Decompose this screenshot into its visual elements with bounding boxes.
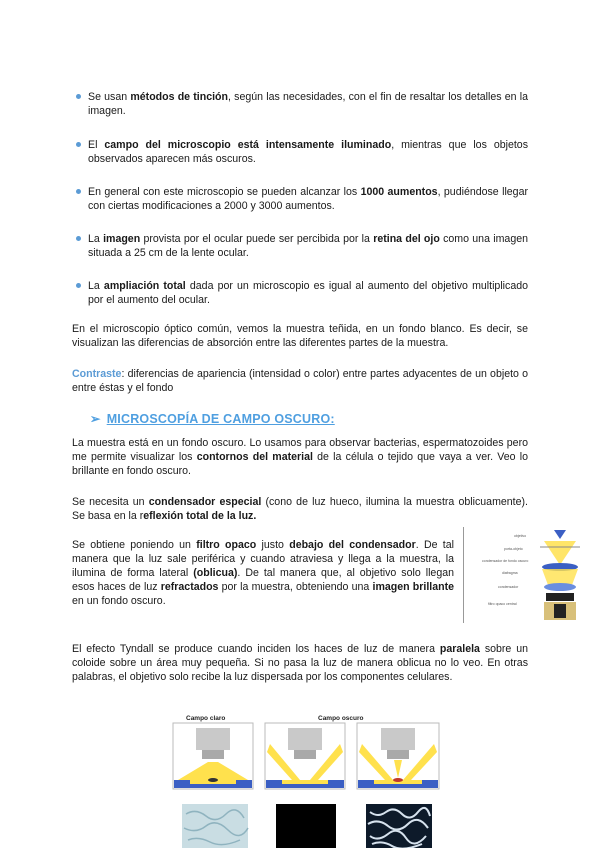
- bullet-aumentos: En general con este microscopio se pueden alcanzar los 1000 aumentos, pudiéndose llegar con ciertas modificaciones a 2000 y 3000 aumentos.: [88, 185, 528, 213]
- para-filtro-opaco: Se obtiene poniendo un filtro opaco justo debajo del condensador. De tal manera que la luz sale periférica y cuando atraviesa y llega a la muestra, la ilumina de forma lateral (oblicua). De tal manera que, al objetivo solo llegan esos haces de luz refractados por la muestra, obteniendo una imagen brillante en un fondo oscuro.: [72, 539, 454, 607]
- bullet-campo-iluminado: El campo del microscopio está intensamente iluminado, mientras que los objetos observados aparecen más oscuros.: [88, 138, 528, 166]
- panel-campo-claro: [173, 723, 253, 789]
- bullet-dot-icon: [76, 94, 81, 99]
- bullet-tincion: Se usan métodos de tinción, según las necesidades, con el fin de resaltar los detalles en la imagen.: [88, 90, 528, 118]
- bullet-dot-icon: [76, 189, 81, 194]
- fig-label-objetivo: objetivo: [514, 534, 527, 538]
- panel-campo-oscuro-1: [265, 723, 345, 789]
- fig-label-filtro: filtro opaco central: [488, 602, 517, 606]
- condenser-illustration: [536, 527, 582, 623]
- section-heading-campo-oscuro: ➢ MICROSCOPÍA DE CAMPO OSCURO:: [90, 412, 335, 426]
- para-fondo-oscuro: La muestra está en un fondo oscuro. Lo usamos para observar bacterias, espermatozoides pero me permite visualizar los contornos del material de la célula o tejido que vaya a ver. Veo lo brillante en fondo oscuro.: [72, 437, 528, 477]
- caption-campo-claro: Campo claro: [186, 715, 226, 722]
- bullet-dot-icon: [76, 236, 81, 241]
- contraste-label: Contraste: [72, 368, 122, 380]
- para-condensador: Se necesita un condensador especial (cono de luz hueco, ilumina la muestra oblicuamente). Se basa en la reflexión total de la luz.: [72, 496, 528, 522]
- bullet-dot-icon: [76, 142, 81, 147]
- darkfield-condenser-diagram: [463, 527, 582, 623]
- bullet-imagen: La imagen provista por el ocular puede ser percibida por la retina del ojo como una imagen situada a 25 cm de la lente ocular.: [88, 232, 528, 260]
- sample-darkfield-empty-image: [276, 804, 336, 848]
- fig-label-condensador-oscuro: condensador de fondo oscuro: [482, 559, 529, 563]
- para-fondo-blanco: En el microscopio óptico común, vemos la muestra teñida, en un fondo blanco. Es decir, se visualizan las diferencias de absorción entre las diferentes partes de la muestra.: [72, 323, 528, 349]
- bullet-ampliacion: La ampliación total dada por un microscopio es igual al aumento del objetivo multiplicado por el aumento del ocular.: [88, 279, 528, 307]
- panel-campo-oscuro-2: [357, 723, 439, 789]
- fig-label-condensador: condensador: [498, 585, 519, 589]
- campo-claro-oscuro-figure: [172, 710, 442, 848]
- para-contraste: Contraste: diferencias de apariencia (intensidad o color) entre partes adyacentes de un objeto o entre éstas y el fondo: [72, 368, 528, 394]
- fig-label-diafragma: diafragma: [502, 571, 518, 575]
- para-tyndall: El efecto Tyndall se produce cuando inciden los haces de luz de manera paralela sobre un coloide sobre un área muy pequeña. Si no pasa la luz de manera oblicua no lo veo. En otras palabras, el objetivo solo recibe la luz dispersada por los componentes celulares.: [72, 643, 529, 683]
- arrow-bullet-icon: ➢: [90, 412, 101, 426]
- fig-label-porta: porta-objeto: [504, 547, 523, 551]
- bullet-dot-icon: [76, 283, 81, 288]
- caption-campo-oscuro: Campo oscuro: [318, 715, 364, 722]
